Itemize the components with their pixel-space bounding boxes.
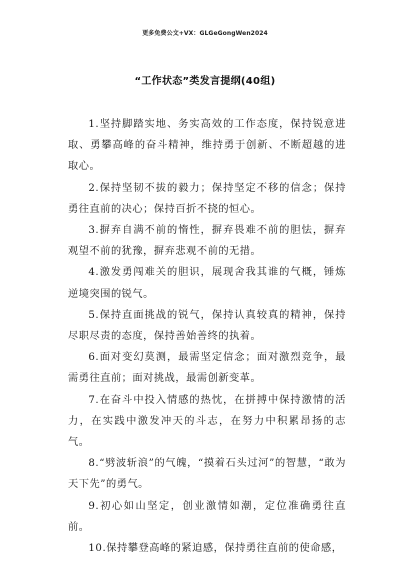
paragraph-10: 10.保持攀登高峰的紧迫感，保持勇往直前的使命感， <box>88 543 343 555</box>
paragraph-9: 9.初心如山坚定，创业激情如潮，定位准确勇往直前。 <box>68 500 346 533</box>
paragraph-1: 1.坚持脚踏实地、务实高效的工作态度，保持锐意进取、勇攀高峰的奋斗精神，维持勇于创新、不断超越的进取心。 <box>68 119 346 173</box>
document-body <box>68 114 346 559</box>
paragraph-2: 2.保持坚韧不拔的毅力；保持坚定不移的信念；保持勇往直前的决心；保持百折不挠的恒心。 <box>68 182 346 215</box>
paragraph-8: 8.“劈波斩浪”的气魄，“摸着石头过河”的智慧，“敢为天下先”的勇气。 <box>68 458 346 491</box>
document-title: “工作状态”类发言提纲(40组) <box>134 76 276 87</box>
paragraph-6: 6.面对变幻莫测，最需坚定信念；面对激烈竞争，最需勇往直前；面对挑战，最需创新变革。 <box>68 352 346 385</box>
paragraph-7: 7.在奋斗中投入情感的热忱，在拼搏中保持激情的活力，在实践中激发冲天的斗志，在努力中积累昂扬的志气。 <box>68 394 346 449</box>
header-note: 更多免费公文+VX：GLGeGongWen2024 <box>142 30 268 37</box>
paragraph-4: 4.激发勇闯难关的胆识，展现舍我其谁的气概，锤炼逆境突围的锐气。 <box>68 267 346 300</box>
paragraph-3: 3.摒弃自满不前的惰性，摒弃畏难不前的胆怯，摒弃观望不前的犹豫，摒弃悲观不前的无措。 <box>68 225 346 258</box>
paragraph-5: 5.保持直面挑战的锐气，保持认真较真的精神，保持尽职尽责的态度，保持善始善终的执着。 <box>68 309 346 343</box>
